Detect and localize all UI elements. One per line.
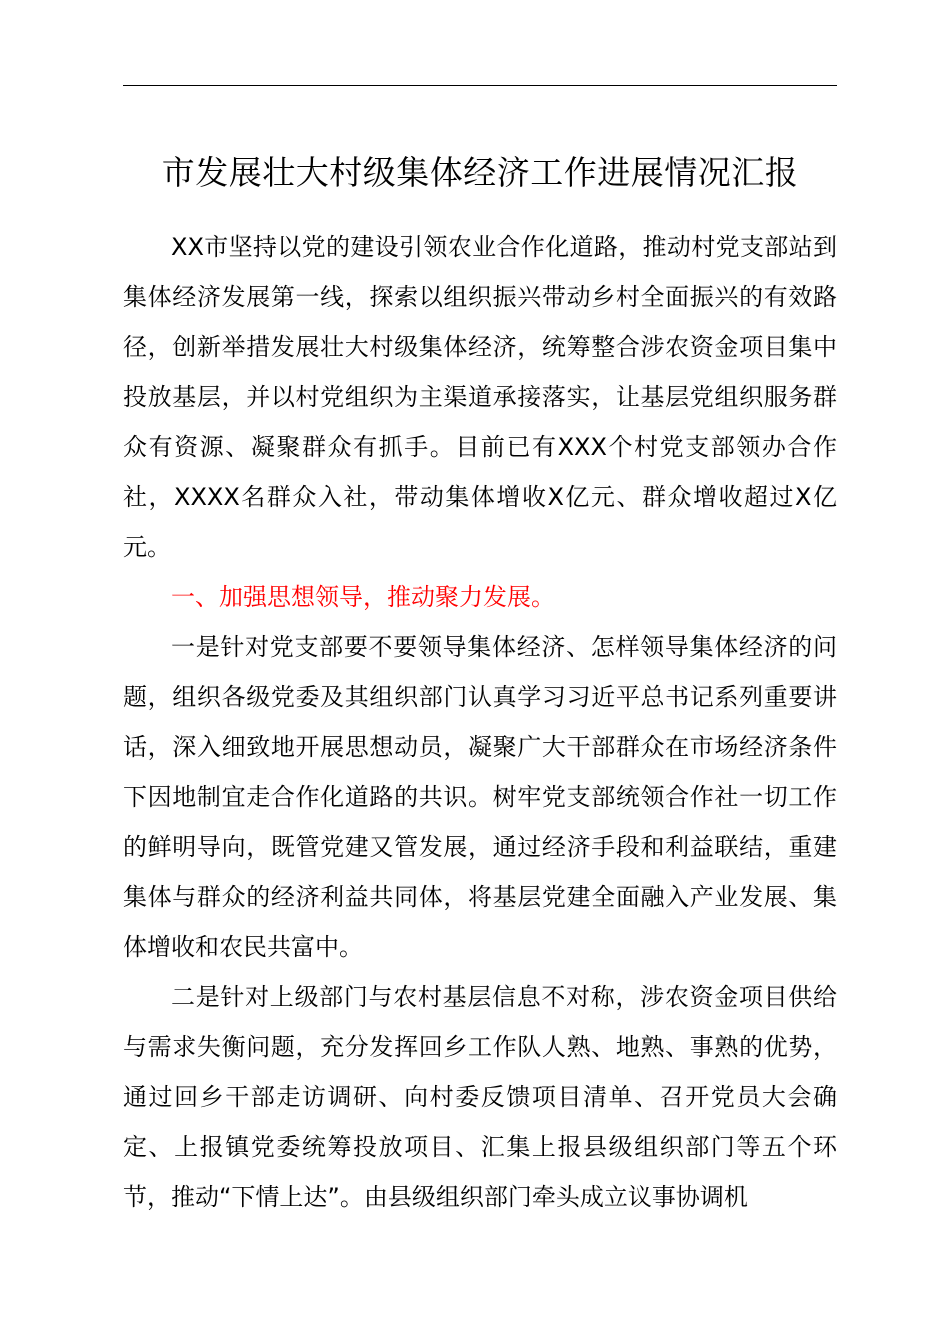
section-heading: 一、加强思想领导，推动聚力发展。 (171, 583, 555, 611)
point-one-paragraph: 一是针对党支部要不要领导集体经济、怎样领导集体经济的问题，组织各级党委及其组织部门认真学习习近平总书记系列重要讲话，深入细致地开展思想动员，凝聚广大干部群众在市场经济条件下因地制宜走合作化道路的共识。树牢党支部统领合作社一切工作的鲜明导向，既管党建又管发展，通过经济手段和利益联结，重建集体与群众的经济利益共同体，将基层党建全面融入产业发展、集体增收和农民共富中。 (123, 633, 837, 961)
intro-paragraph: XX市坚持以党的建设引领农业合作化道路，推动村党支部站到集体经济发展第一线，探索以组织振兴带动乡村全面振兴的有效路径，创新举措发展壮大村级集体经济，统筹整合涉农资金项目集中投放基层，并以村党组织为主渠道承接落实，让基层党组织服务群众有资源、凝聚群众有抓手。目前已有XXX个村党支部领办合作社，XXXX名群众入社，带动集体增收X亿元、群众增收超过X亿元。 (123, 233, 837, 561)
point-two-paragraph: 二是针对上级部门与农村基层信息不对称，涉农资金项目供给与需求失衡问题，充分发挥回乡工作队人熟、地熟、事熟的优势，通过回乡干部走访调研、向村委反馈项目清单、召开党员大会确定、上报镇党委统筹投放项目、汇集上报县级组织部门等五个环节，推动“下情上达”。由县级组织部门牵头成立议事协调机 (123, 983, 837, 1211)
header-rule (123, 85, 837, 86)
document-body (123, 222, 837, 1222)
document-title: 市发展壮大村级集体经济工作进展情况汇报 (161, 153, 799, 192)
